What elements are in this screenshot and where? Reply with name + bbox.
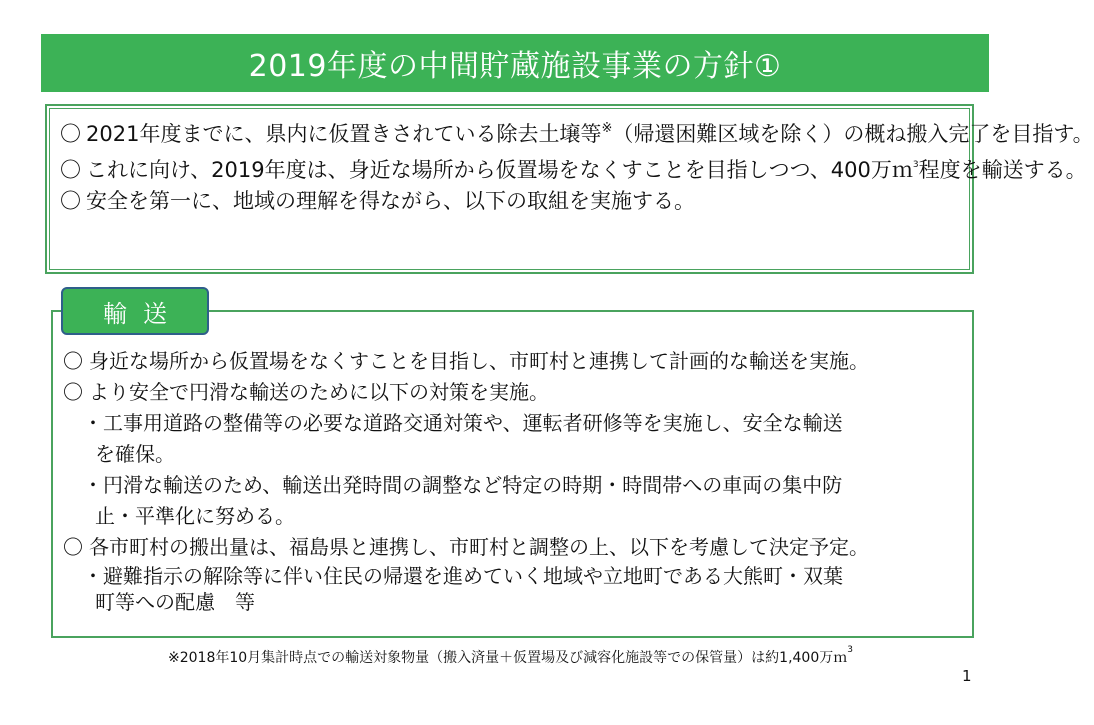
summary-item-3 xyxy=(60,186,959,217)
summary-item-2 xyxy=(60,150,1087,186)
circle-marker-1: 〇 xyxy=(60,122,81,146)
transport-tag: 輸送 xyxy=(61,287,209,335)
summary-box xyxy=(45,104,1094,274)
summary-item-2-text: これに向け、2019年度は、身近な場所から仮置場をなくすことを目指しつつ、400万ｍ xyxy=(86,158,913,182)
transport-sub-2: ・円滑な輸送のため、輸送出発時間の調整など特定の時期・時間帯への車両の集中防 xyxy=(83,473,843,497)
cubic-superscript: 3 xyxy=(912,160,919,170)
transport-line-2 xyxy=(63,377,968,408)
transport-sub-2-cont: 止・平準化に努める。 xyxy=(95,504,295,528)
transport-sub-1-cont: を確保。 xyxy=(95,442,175,466)
transport-marker-3: 〇 xyxy=(63,535,83,559)
page-number: 1 xyxy=(962,667,972,685)
transport-line-1-text: 身近な場所から仮置場をなくすことを目指し、市町村と連携して計画的な輸送を実施。 xyxy=(89,349,869,373)
circle-marker-2: 〇 xyxy=(60,158,81,182)
summary-box-inner xyxy=(49,108,1094,270)
transport-marker-1: 〇 xyxy=(63,349,83,373)
transport-sub-1: ・工事用道路の整備等の必要な道路交通対策や、運転者研修等を実施し、安全な輸送 xyxy=(83,411,843,435)
summary-item-1 xyxy=(60,113,1094,150)
footnote-superscript: 3 xyxy=(847,645,853,655)
transport-line-3 xyxy=(63,532,968,563)
transport-box xyxy=(51,310,974,638)
transport-sub-3: ・避難指示の解除等に伴い住民の帰還を進めていく地域や立地町である大熊町・双葉 xyxy=(83,564,843,588)
transport-line-3-text: 各市町村の搬出量は、福島県と連携し、市町村と調整の上、以下を考慮して決定予定。 xyxy=(89,535,869,559)
footnote-text: ※2018年10月集計時点での輸送対象物量（搬入済量＋仮置場及び減容化施設等での保管量）は約1,400万ｍ xyxy=(168,650,848,666)
summary-item-1-cont: （帰還困難区域を除く）の概ね搬入完了を目指す。 xyxy=(612,122,1094,146)
transport-marker-2: 〇 xyxy=(63,380,83,404)
summary-item-2-cont: 程度を輸送する。 xyxy=(918,158,1087,182)
footnote xyxy=(168,645,853,667)
circle-marker-3: 〇 xyxy=(60,189,81,213)
note-mark: ※ xyxy=(601,121,613,136)
summary-item-3-text: 安全を第一に、地域の理解を得ながら、以下の取組を実施する。 xyxy=(86,189,695,213)
transport-content xyxy=(63,346,968,615)
transport-line-1 xyxy=(63,346,968,377)
slide-title: 2019年度の中間貯蔵施設事業の方針① xyxy=(41,34,989,92)
transport-sub-3-cont: 町等への配慮 等 xyxy=(95,590,255,614)
transport-line-2-text: より安全で円滑な輸送のために以下の対策を実施。 xyxy=(89,380,549,404)
summary-item-1-text: 2021年度までに、県内に仮置きされている除去土壌等 xyxy=(86,122,602,146)
